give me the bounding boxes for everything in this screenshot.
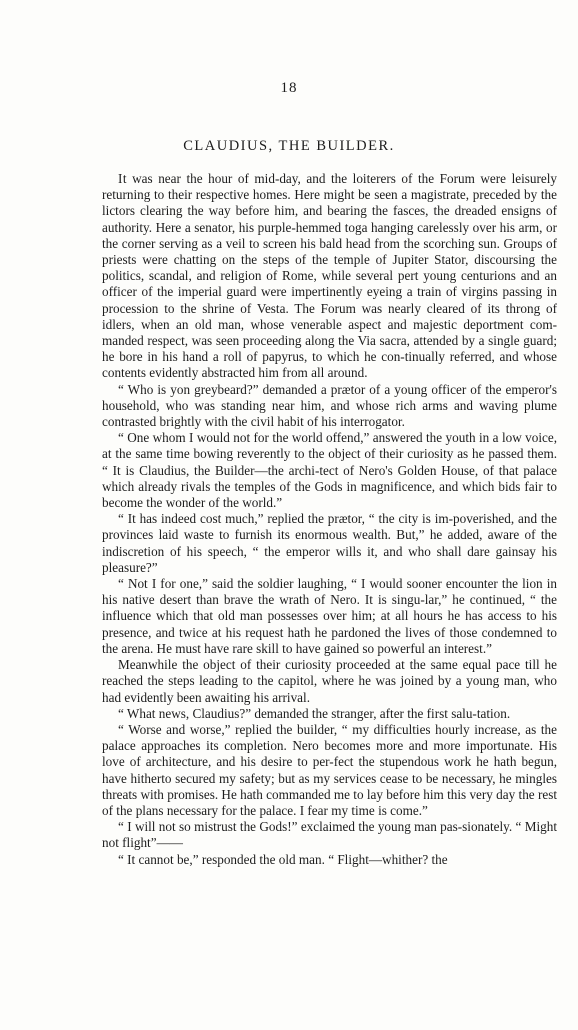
paragraph: “ One whom I would not for the world offend,” answered the youth in a low voice, at the same time bowing reverently to the object of their curiosity as he passed them. “ It is Claudius, the Builder—the archi-tect of Nero's Golden House, of that palace which already rivals the temples of the Gods in magnificence, and which bids fair to become the wonder of the world.” bbox=[102, 430, 557, 511]
paragraph: “ Who is yon greybeard?” demanded a prætor of a young officer of the emperor's household, who was standing near him, and whose rich arms and waving plume contrasted brightly with the civil habit of his interrogator. bbox=[102, 381, 557, 430]
chapter-title: CLAUDIUS, THE BUILDER. bbox=[183, 138, 395, 154]
body-text bbox=[102, 171, 557, 868]
paragraph: It was near the hour of mid-day, and the loiterers of the Forum were leisurely returning to their respective homes. Here might be seen a magistrate, preceded by the lictors clearing the way before him, and bearing the fasces, the dreaded ensigns of authority. Here a senator, his purple-hemmed toga hanging carelessly over his arm, or the corner serving as a veil to screen his bald head from the scorching sun. Groups of priests were chatting on the steps of the temple of Jupiter Stator, discoursing the politics, scandal, and religion of Rome, while several pert young centurions and an officer of the imperial guard were impertinently eyeing a train of virgins passing in procession to the shrine of Vesta. The Forum was nearly cleared of its throng of idlers, when an old man, whose venerable aspect and majestic deportment com-manded respect, was seen proceeding along the Via sacra, attended by a single guard; he bore in his hand a roll of papyrus, to which he con-tinually referred, and whose contents evidently abstracted him from all around. bbox=[102, 171, 557, 381]
paragraph: “ I will not so mistrust the Gods!” exclaimed the young man pas-sionately. “ Might not flight”—— bbox=[102, 819, 557, 851]
paragraph: “ It has indeed cost much,” replied the prætor, “ the city is im-poverished, and the provinces laid waste to furnish its enormous wealth. But,” he added, aware of the indiscretion of his speech, “ the emperor wills it, and who shall dare gainsay his pleasure?” bbox=[102, 511, 557, 575]
paragraph: “ What news, Claudius?” demanded the stranger, after the first salu-tation. bbox=[118, 705, 511, 721]
paragraph: “ It cannot be,” responded the old man. “ Flight—whither? the bbox=[118, 851, 448, 867]
page-number: 18 bbox=[280, 80, 298, 96]
paragraph: “ Worse and worse,” replied the builder, “ my difficulties hourly increase, as the palace approaches its completion. Nero becomes more and more importunate. His love of architecture, and his desire to per-fect the stupendous work he hath begun, have hitherto secured my safety; but as my services cease to be necessary, he mingles threats with promises. He hath commanded me to lay before him this very day the rest of the plans necessary for the palace. I fear my time is come.” bbox=[102, 721, 557, 818]
paragraph: “ Not I for one,” said the soldier laughing, “ I would sooner encounter the lion in his native desert than brave the wrath of Nero. It is singu-lar,” he continued, “ the influence which that old man possesses over him; at all hours he has access to his presence, and twice at his request hath he pardoned the lives of those condemned to the arena. He must have rare skill to have gained so powerful an interest.” bbox=[102, 576, 557, 656]
paragraph: Meanwhile the object of their curiosity proceeded at the same equal pace till he reached the steps leading to the capitol, where he was joined by a young man, who had evidently been awaiting his arrival. bbox=[102, 657, 557, 705]
